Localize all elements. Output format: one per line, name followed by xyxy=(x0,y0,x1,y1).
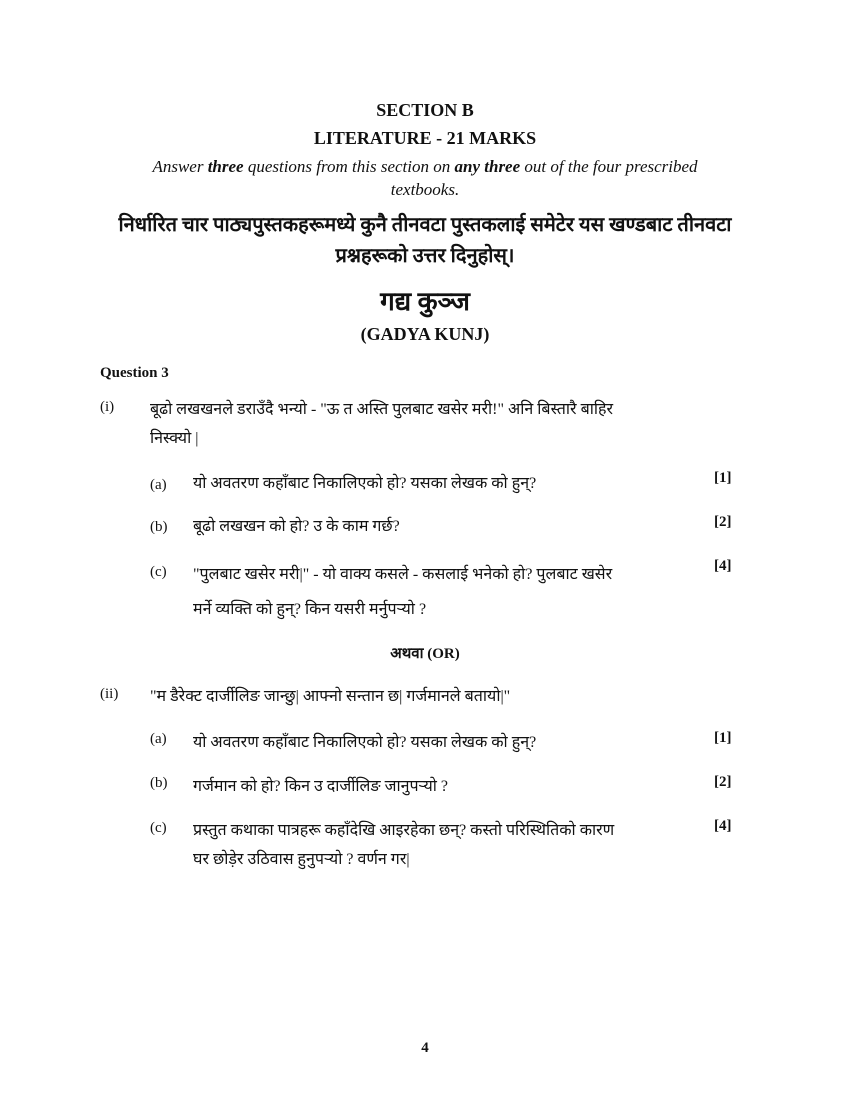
sub-question: प्रस्तुत कथाका पात्रहरू कहाँदेखि आइरहेका छन्? कस्तो परिस्थितिको कारण xyxy=(193,822,615,839)
instruction-nepali-line2: प्रश्नहरूको उत्तर दिनुहोस्। xyxy=(335,245,515,267)
sub-label: (a) xyxy=(150,731,167,747)
book-title-english: (GADYA KUNJ) xyxy=(360,324,490,344)
sub-label: (a) xyxy=(150,477,167,493)
section-subtitle: LITERATURE - 21 MARKS xyxy=(313,128,537,148)
passage-line: बूढो लखखनले डराउँदै भन्यो - "ऊ त अस्ति पुलबाट खसेर मरी!" अनि बिस्तारै बाहिर xyxy=(150,401,614,418)
instruction-english-line2: textbooks. xyxy=(390,180,460,199)
or-english: (OR) xyxy=(427,646,460,662)
marks: [2] xyxy=(714,774,732,790)
instruction-nepali-line1: निर्धारित चार पाठ्यपुस्तकहरूमध्ये कुनै तीनवटा पुस्तकलाई समेटेर यस खण्डबाट तीनवटा xyxy=(118,214,732,236)
sub-question: घर छोड़ेर उठिवास हुनुपऱ्यो ? वर्णन गर| xyxy=(193,851,410,868)
sub-label: (c) xyxy=(150,564,167,580)
sub-question: "पुलबाट खसेर मरी|" - यो वाक्य कसले - कसलाई भनेको हो? पुलबाट खसेर xyxy=(193,566,613,583)
sub-question: यो अवतरण कहाँबाट निकालिएको हो? यसका लेखक को हुन्? xyxy=(193,475,537,492)
page-number: 4 xyxy=(421,1040,429,1056)
part-label: (i) xyxy=(100,399,115,415)
passage-line: निस्क्यो | xyxy=(150,430,199,447)
passage-line: "म डैरेक्ट दार्जीलिङ जान्छु| आफ्नो सन्तान छ| गर्जमानले बतायो|" xyxy=(150,688,511,705)
instruction-english xyxy=(0,157,850,177)
book-title-nepali: गद्य कुञ्ज xyxy=(380,287,470,316)
sub-label: (c) xyxy=(150,820,167,836)
marks: [1] xyxy=(714,730,732,746)
sub-label: (b) xyxy=(150,775,168,791)
sub-question: यो अवतरण कहाँबाट निकालिएको हो? यसका लेखक को हुन्? xyxy=(193,734,537,751)
part-label: (ii) xyxy=(100,686,119,702)
sub-question: मर्ने व्यक्ति को हुन्? किन यसरी मर्नुपऱ्यो ? xyxy=(193,601,427,618)
marks: [4] xyxy=(714,818,732,834)
sub-question: गर्जमान को हो? किन उ दार्जीलिङ जानुपऱ्यो ? xyxy=(193,778,449,795)
marks: [1] xyxy=(714,470,732,486)
instruction-emphasis: three xyxy=(207,157,244,176)
question-title: Question 3 xyxy=(100,365,169,381)
instruction-emphasis: any three xyxy=(454,157,521,176)
instruction-text: questions from this section on xyxy=(243,157,455,176)
instruction-text: Answer xyxy=(152,157,208,176)
marks: [4] xyxy=(714,558,732,574)
sub-question: बूढो लखखन को हो? उ के काम गर्छ? xyxy=(193,518,400,535)
instruction-text: out of the four prescribed xyxy=(520,157,698,176)
or-divider xyxy=(0,643,850,663)
marks: [2] xyxy=(714,514,732,530)
section-heading: SECTION B xyxy=(376,100,474,120)
or-nepali: अथवा xyxy=(390,646,424,662)
sub-label: (b) xyxy=(150,519,168,535)
